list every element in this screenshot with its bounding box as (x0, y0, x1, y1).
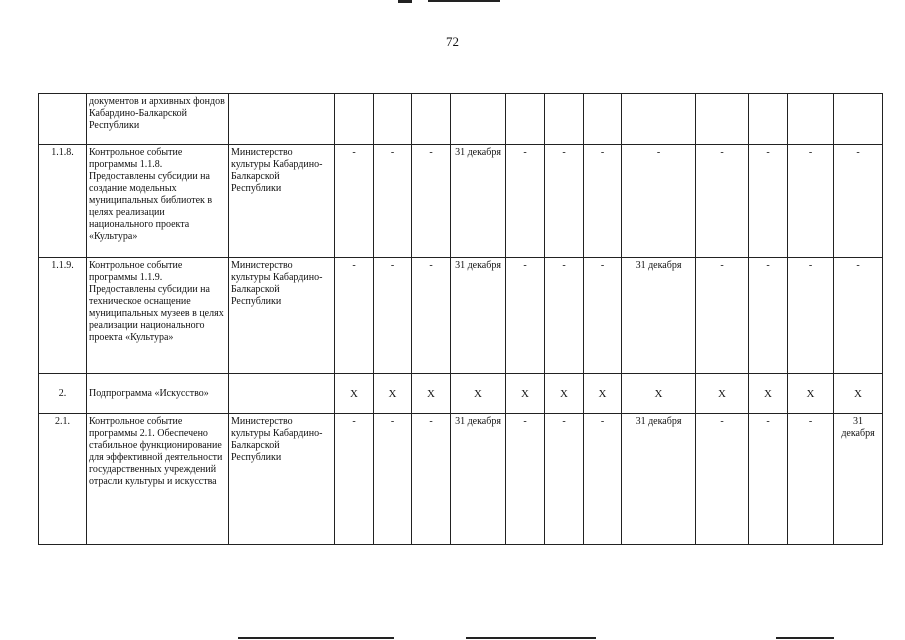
responsible-executor: Министерство культуры Кабардино-Балкарской Республики (229, 145, 335, 258)
responsible-executor (229, 374, 335, 414)
schedule-cell: - (622, 145, 696, 258)
schedule-cell: - (545, 258, 584, 374)
schedule-cell: - (749, 145, 788, 258)
schedule-cell: - (335, 145, 374, 258)
schedule-table (38, 93, 883, 545)
table-row (39, 145, 883, 258)
schedule-cell (545, 94, 584, 145)
schedule-cell: X (834, 374, 883, 414)
schedule-cell: X (749, 374, 788, 414)
schedule-cell: - (788, 145, 834, 258)
schedule-cell: - (749, 414, 788, 545)
schedule-cell: - (584, 258, 622, 374)
schedule-cell: 31 декабря (451, 145, 506, 258)
schedule-cell: - (335, 414, 374, 545)
schedule-cell (696, 94, 749, 145)
row-number: 2.1. (39, 414, 87, 545)
schedule-cell: - (696, 258, 749, 374)
scan-mark-top-2 (428, 0, 500, 2)
event-description: Подпрограмма «Искусство» (87, 374, 229, 414)
scan-mark-bottom-3 (776, 637, 834, 639)
schedule-cell: X (696, 374, 749, 414)
schedule-cell: - (374, 258, 412, 374)
schedule-cell: X (622, 374, 696, 414)
schedule-cell: - (696, 414, 749, 545)
schedule-cell: - (412, 258, 451, 374)
schedule-cell: - (412, 145, 451, 258)
schedule-cell: - (335, 258, 374, 374)
schedule-cell (412, 94, 451, 145)
schedule-cell: X (412, 374, 451, 414)
table-row (39, 414, 883, 545)
schedule-cell: - (696, 145, 749, 258)
schedule-cell (622, 94, 696, 145)
table-row (39, 94, 883, 145)
schedule-cell: X (788, 374, 834, 414)
scan-mark-top (398, 0, 412, 3)
schedule-cell (584, 94, 622, 145)
schedule-cell: 31 декабря (834, 414, 883, 545)
schedule-cell (374, 94, 412, 145)
responsible-executor: Министерство культуры Кабардино-Балкарской Республики (229, 258, 335, 374)
schedule-cell: - (749, 258, 788, 374)
schedule-cell: - (506, 414, 545, 545)
schedule-cell: - (545, 414, 584, 545)
schedule-cell (834, 94, 883, 145)
schedule-cell: X (584, 374, 622, 414)
schedule-cell: - (374, 414, 412, 545)
schedule-cell: - (506, 145, 545, 258)
schedule-cell: 31 декабря (622, 258, 696, 374)
schedule-cell (788, 94, 834, 145)
schedule-cell: - (374, 145, 412, 258)
schedule-cell: - (545, 145, 584, 258)
scan-mark-bottom-1 (238, 637, 394, 639)
page-number: 72 (446, 34, 459, 49)
responsible-executor (229, 94, 335, 145)
schedule-cell: - (584, 414, 622, 545)
schedule-cell: - (412, 414, 451, 545)
schedule-cell: X (451, 374, 506, 414)
schedule-cell (335, 94, 374, 145)
schedule-cell: - (834, 258, 883, 374)
schedule-cell: - (506, 258, 545, 374)
schedule-cell: 31 декабря (622, 414, 696, 545)
schedule-cell: - (788, 258, 834, 374)
row-number: 1.1.9. (39, 258, 87, 374)
event-description: Контрольное событие программы 1.1.9. Предоставлены субсидии на техническое оснащение муниципальных музеев в целях реализации национального проекта «Культура» (87, 258, 229, 374)
schedule-cell: X (545, 374, 584, 414)
schedule-cell (749, 94, 788, 145)
schedule-cell: - (584, 145, 622, 258)
schedule-cell: X (335, 374, 374, 414)
schedule-cell: - (788, 414, 834, 545)
row-number (39, 94, 87, 145)
schedule-cell: X (506, 374, 545, 414)
event-description: документов и архивных фондов Кабардино-Балкарской Республики (87, 94, 229, 145)
scan-mark-bottom-2 (466, 637, 596, 639)
row-number: 1.1.8. (39, 145, 87, 258)
responsible-executor: Министерство культуры Кабардино-Балкарской Республики (229, 414, 335, 545)
schedule-cell: - (834, 145, 883, 258)
schedule-cell: X (374, 374, 412, 414)
schedule-cell: 31 декабря (451, 414, 506, 545)
row-number: 2. (39, 374, 87, 414)
event-description: Контрольное событие программы 2.1. Обеспечено стабильное функционирование для эффективной деятельности государственных учреждений отрасли культуры и искусства (87, 414, 229, 545)
table-row (39, 374, 883, 414)
schedule-cell: 31 декабря (451, 258, 506, 374)
event-description: Контрольное событие программы 1.1.8. Предоставлены субсидии на создание модельных муниципальных библиотек в целях реализации национального проекта «Культура» (87, 145, 229, 258)
schedule-cell (451, 94, 506, 145)
table-row (39, 258, 883, 374)
schedule-cell (506, 94, 545, 145)
